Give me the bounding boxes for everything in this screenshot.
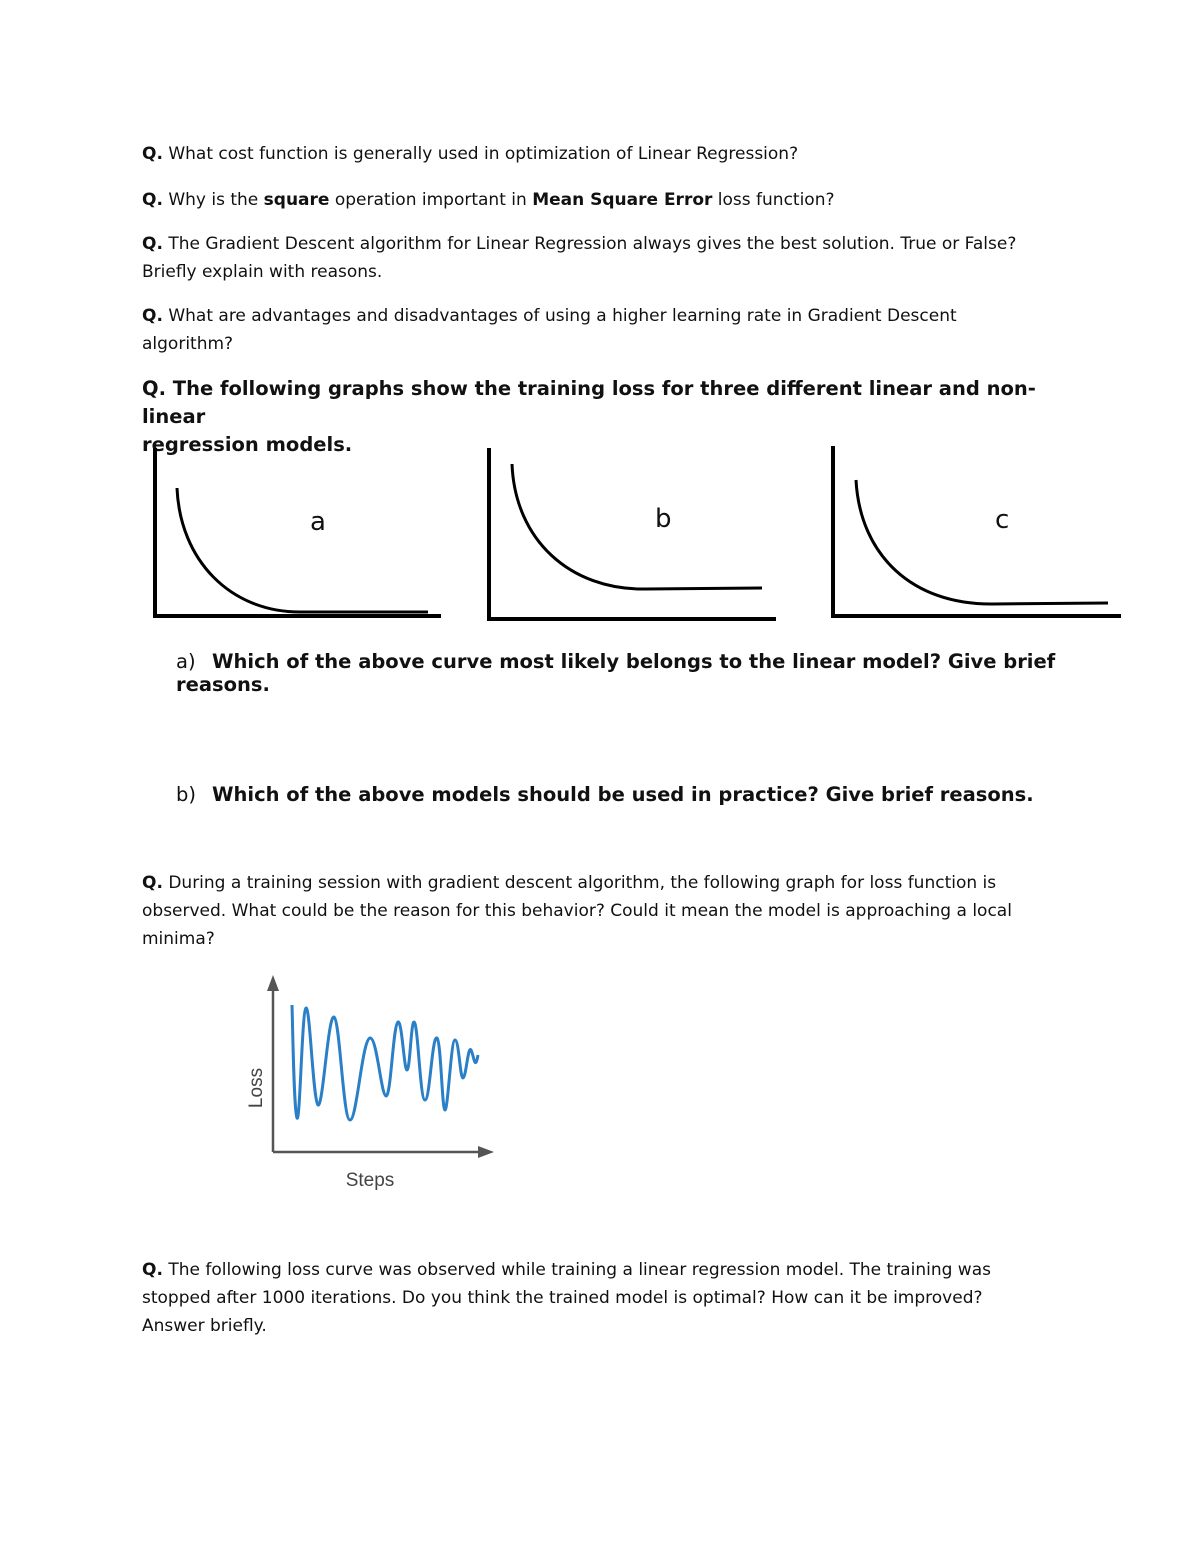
question-prefix: Q.	[142, 377, 166, 400]
plot-axes	[155, 448, 441, 616]
question-prefix: Q.	[142, 306, 163, 326]
question-text: Why is the	[162, 190, 264, 210]
x-axis-arrow-icon	[478, 1146, 494, 1158]
loss-oscillation-line	[292, 1005, 478, 1120]
question-text: regression models.	[142, 433, 353, 456]
loss-plot-a	[155, 448, 441, 616]
question-text: What cost function is generally used in optimization of Linear Regression?	[162, 144, 799, 164]
question-text: Answer briefly.	[142, 1316, 267, 1336]
question-text: Briefly explain with reasons.	[142, 262, 383, 282]
question-prefix: Q.	[142, 234, 163, 254]
plot-label: c	[995, 505, 1010, 535]
question-text: What are advantages and disadvantages of using a higher learning rate in Gradient Descent	[162, 306, 957, 326]
question-text: algorithm?	[142, 334, 234, 354]
y-axis-arrow-icon	[267, 975, 279, 991]
subquestion-a	[176, 650, 1076, 696]
question-prefix: Q.	[142, 1260, 163, 1280]
x-axis-label: Steps	[345, 1170, 395, 1191]
subquestion-label: a)	[176, 650, 196, 673]
question-text: loss function?	[712, 190, 835, 210]
question-oscillating-loss	[142, 869, 1062, 953]
question-bold-term: Mean Square Error	[532, 190, 713, 210]
question-prefix: Q.	[142, 873, 163, 893]
question-text: stopped after 1000 iterations. Do you think the trained model is optimal? How can it be improved?	[142, 1288, 983, 1308]
question-bold-term: square	[263, 190, 330, 210]
question-text: The following graphs show the training loss for three different linear and non-linear	[142, 377, 1036, 428]
question-loss-curve-1000-iterations	[142, 1256, 1062, 1340]
loss-plot-c	[833, 446, 1121, 616]
question-text: observed. What could be the reason for this behavior? Could it mean the model is approaching a local	[142, 901, 1012, 921]
question-text: The Gradient Descent algorithm for Linear Regression always gives the best solution. True or False?	[162, 234, 1017, 254]
question-prefix: Q.	[142, 144, 163, 164]
loss-plot-b	[489, 448, 776, 619]
loss-curve	[512, 464, 762, 589]
subquestion-b	[176, 783, 1076, 806]
question-text: minima?	[142, 929, 215, 949]
y-axis-label: Loss	[246, 1067, 267, 1109]
question-prefix: Q.	[142, 190, 163, 210]
loss-curve	[177, 488, 428, 612]
plot-axes	[833, 446, 1121, 616]
subquestion-text: Which of the above curve most likely belongs to the linear model? Give brief reasons.	[176, 650, 1056, 696]
plot-label: b	[655, 504, 672, 534]
loss-curve	[856, 480, 1108, 604]
question-text: The following loss curve was observed while training a linear regression model. The training was	[162, 1260, 991, 1280]
loss-curves-figure	[0, 0, 1200, 640]
subquestion-label: b)	[176, 783, 196, 806]
subquestion-text: Which of the above models should be used in practice? Give brief reasons.	[212, 783, 1034, 806]
plot-label: a	[310, 507, 326, 537]
question-text: operation important in	[329, 190, 533, 210]
question-text: During a training session with gradient descent algorithm, the following graph for loss function is	[162, 873, 997, 893]
